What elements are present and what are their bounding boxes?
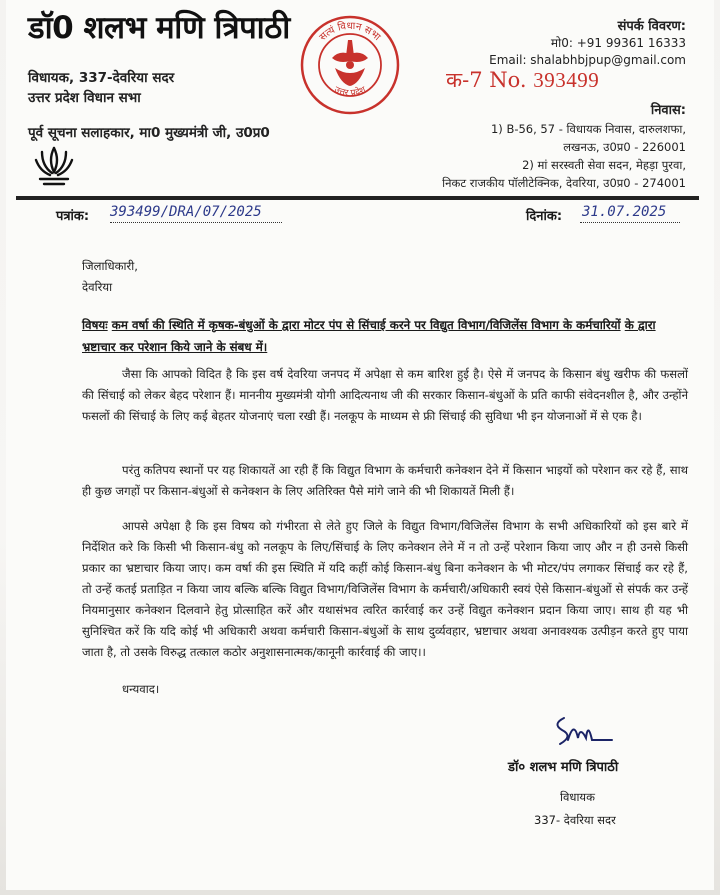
contact-mobile: मो0: +91 99361 16333 [550,36,686,50]
residence-line-3: 2) मां सरस्वती सेवा सदन, मेहड़ा पुरवा, [522,158,686,172]
designation-line: विधायक, 337-देवरिया सदर [28,70,175,86]
reference-number: 393499/DRA/07/2025 [110,204,262,220]
contact-email: Email: shalabhbjpup@gmail.com [489,53,686,67]
contact-heading: संपर्क विवरण: [617,19,686,34]
signatory-title: विधायक [560,790,595,804]
recipient-line-1: जिलाधिकारी, [82,259,138,273]
assembly-line: उत्तर प्रदेश विधान सभा [28,90,141,106]
lotus-logo-icon [34,142,74,192]
residence-line-2: लखनऊ, उ0प्र0 - 226001 [563,140,686,154]
subject-line-2: के द्वारा भ्रष्टाचार कर परेशान किये जाने के संबध में। [82,318,656,354]
serial-prefix: क-7 No. [446,68,527,92]
serial-value: 393499 [533,68,600,92]
subject-line-1: कम वर्षा की स्थिति में कृषक-बंधुओं के द्वारा मोटर पंप से सिंचाई करने पर विद्युत विभाग/विजिलेंस विभाग के कर्मचारियों [111,318,621,332]
handwritten-signature [550,710,640,750]
paragraph-3: आपसे अपेक्षा है कि इस विषय को गंभीरता से लेते हुए जिले के विद्युत विभाग/विजिलेंस विभाग के सभी अधिकारियों को इस बारे में निर्देशित करे कि किसी भी किसान-बंधु को नलकूप के लिए/सिंचाई के लिए कनेक्शन लेने में न तो उन्हें परेशान किया जाए और न ही उनसे किसी प्रकार का भ्रष्टाचार किया जाए। कम वर्षा की इस स्थिति में यदि कहीं कोई किसान-बंधु बिना कनेक्शन के भी मोटर/पंप लगाकर सिंचाई कर रहे हैं, तो उन्हें कतई प्रताड़ित न किया जाय बल्कि बल्कि विद्युत विभाग/विजिलेंस विभाग के कर्मचारी/अधिकारी स्वयं ऐसे किसान-बंधुओं से संपर्क कर उन्हें नियमानुसार कनेक्शन दिलवाने हेतु प्रोत्साहित करें और यथासंभव त्वरित कार्रवाई कर उन्हें विद्युत कनेक्शन प्रदान किया जाए। साथ ही यह भी सुनिश्चित करें कि यदि कोई भी अधिकारी अथवा कर्मचारी किसान-बंधुओं के साथ दुर्व्यवहार, भ्रष्टाचार अथवा अनावश्यक उत्पीड़न करते हुए पाया जाता है, तो उसके विरुद्ध तत्काल कठोर अनुशासनात्मक/कानूनी कार्रवाई की जाए।। [82,519,688,659]
advisor-line: पूर्व सूचना सलाहकार, मा0 मुख्यमंत्री जी, उ0प्र0 [28,125,270,141]
residence-block [442,102,686,192]
header-divider [16,196,699,200]
reference-label: पत्रांक: [56,209,90,224]
assembly-seal-icon [299,14,401,116]
date-underline [580,222,680,223]
recipient-line-2: देवरिया [82,280,113,294]
signatory-name: डॉ० शलभ मणि त्रिपाठी [508,760,619,775]
signatory-constituency: 337- देवरिया सदर [534,813,616,827]
date-label: दिनांक: [526,209,563,224]
closing-line: धन्यवाद। [122,682,160,696]
mla-name-title: डॉ0 शलभ मणि त्रिपाठी [28,10,290,46]
seal-top-text: सत्यं विधान सभा [317,20,383,44]
serial-number [446,66,599,94]
paragraph-1: जैसा कि आपको विदित है कि इस वर्ष देवरिया जनपद में अपेक्षा से कम बारिश हुई है। ऐसे में जनपद के किसान बंधु खरीफ की फसलों की सिंचाई को लेकर बेहद परेशान हैं। माननीय मुख्यमंत्री योगी आदित्यनाथ जी की सरकार किसान-बंधुओं के प्रति काफी संवेदनशील है, और उन्होंने फसलों की सिंचाई के लिए कई बेहतर योजनाएं चला रखी हैं। नलकूप के माध्यम से फ्री सिंचाई की सुविधा भी इन योजनाओं में से एक है। [82,367,688,423]
residence-line-1: 1) B-56, 57 - विधायक निवास, दारुलशफा, [490,122,686,136]
reference-underline [110,222,282,223]
date-value: 31.07.2025 [582,204,667,220]
paragraph-2: परंतु कतिपय स्थानों पर यह शिकायतें आ रही हैं कि विद्युत विभाग के कर्मचारी कनेक्शन देने में किसान भाइयों को परेशान कर रहे हैं, साथ ही कुछ जगहों पर किसान-बंधुओं से कनेक्शन के लिए अतिरिक्त पैसे मांगे जाने की भी शिकायतें मिली हैं। [82,463,688,498]
residence-line-4: निकट राजकीय पॉलीटेक्निक, देवरिया, उ0प्र0 - 274001 [442,176,686,190]
subject-label: विषयः [82,318,108,332]
residence-heading: निवास: [650,103,686,118]
seal-bottom-text: उत्तर प्रदेश [332,85,368,99]
contact-block [489,18,686,69]
subject [82,314,692,358]
